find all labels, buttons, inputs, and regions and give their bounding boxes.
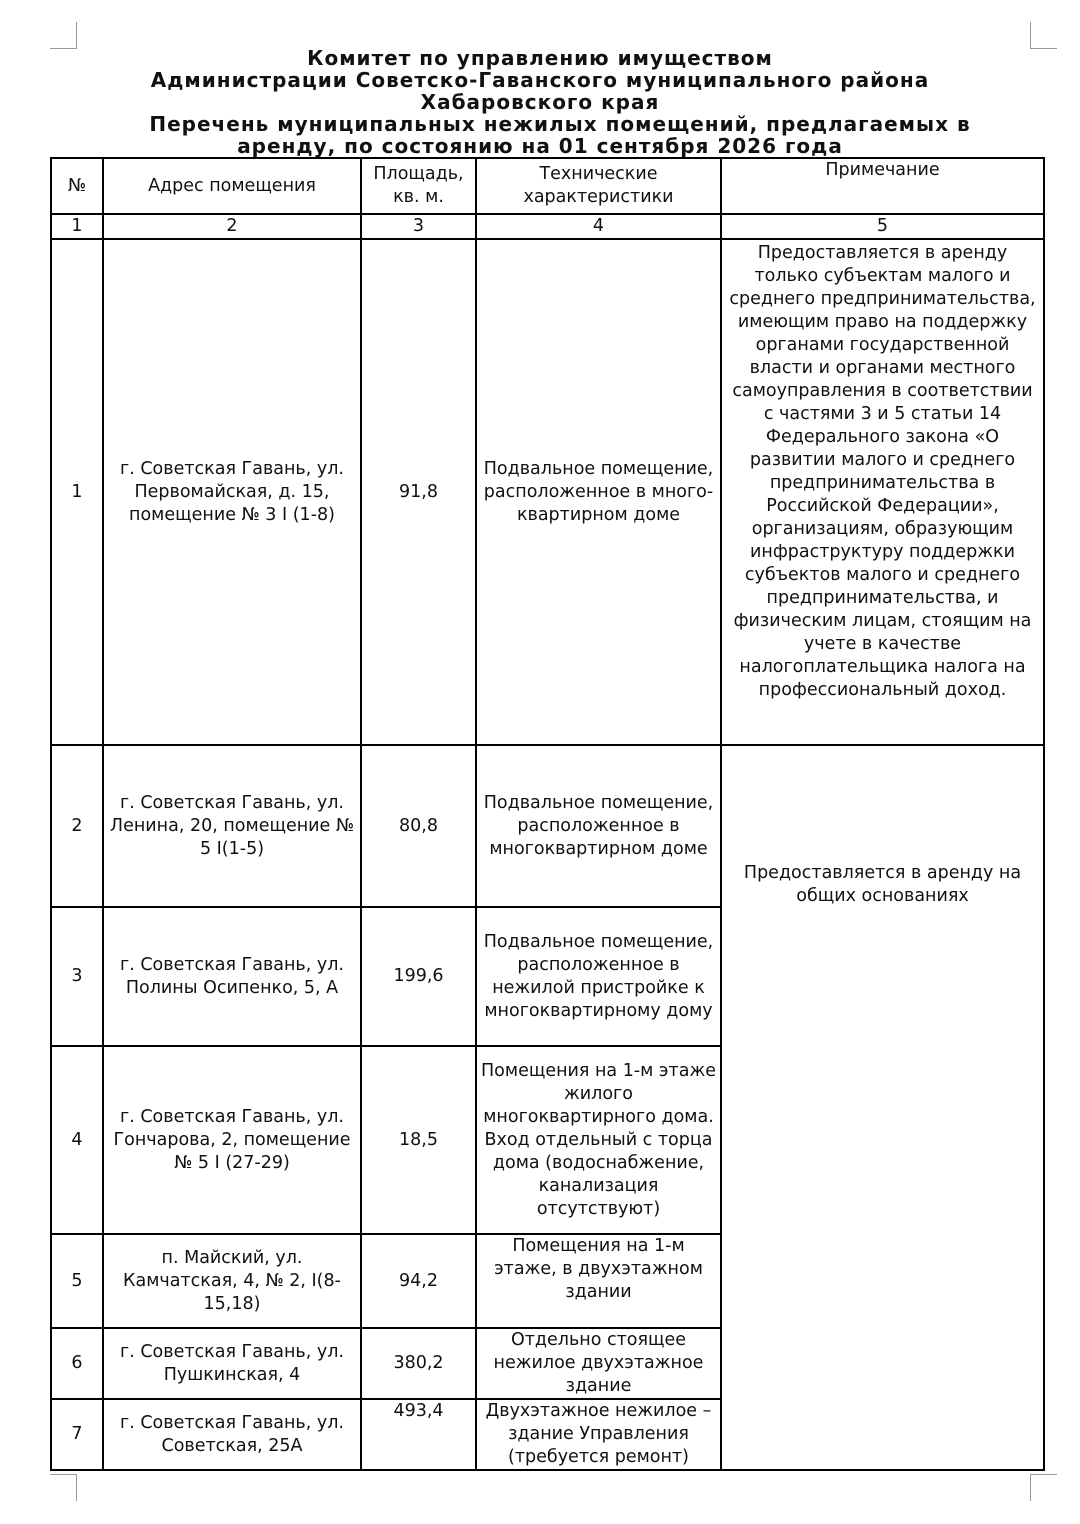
row-tech: Помещения на 1-м этаже жилого многоквартирного дома. Вход отдельный с торца дома (водоснабжение, канализация отсутствуют) [476,1046,721,1234]
col-header-area: Площадь, кв. м. [361,158,476,214]
row-tech: Помещения на 1-м этаже, в двухэтажном здании [476,1234,721,1328]
col-number-5: 5 [721,214,1044,239]
row-number: 1 [51,239,103,745]
header-line-2: Администрации Советско-Гаванского муниципального района [150,68,930,92]
header-line-3: Хабаровского края [420,90,660,114]
header-line-5: аренду, по состоянию на 01 сентября 2026 года [237,134,843,158]
row-address: г. Советская Гавань, ул. Первомайская, д. 15, помещение № 3 I (1-8) [103,239,361,745]
row-address: г. Советская Гавань, ул. Гончарова, 2, помещение № 5 I (27-29) [103,1046,361,1234]
row-area: 380,2 [361,1328,476,1399]
row-address: п. Майский, ул. Камчатская, 4, № 2, I(8-15,18) [103,1234,361,1328]
col-number-2: 2 [103,214,361,239]
col-header-note: Примечание [721,158,1044,214]
row-note: Предоставляется в аренду только субъектам малого и среднего предпринимательства, имеющим право на поддержку органами государственной власти и органами местного самоуправления в соответствии с частями 3 и 5 статьи 14 Федерального закона «О развитии малого и среднего предпринимательства в Российской Федерации», организациям, образующим инфраструктуру поддержки субъектов малого и среднего предпринимательства, и физическим лицам, стоящим на учете в качестве налогоплательщика налога на профессиональный доход. [721,239,1044,745]
table-header-row [51,158,1044,214]
row-area: 94,2 [361,1234,476,1328]
row-tech: Подвальное помещение, расположенное в многоквартирном доме [476,745,721,907]
header-line-1: Комитет по управлению имуществом [307,46,773,70]
shared-note: Предоставляется в аренду на общих основаниях [721,745,1044,1470]
row-number: 2 [51,745,103,907]
col-number-3: 3 [361,214,476,239]
row-number: 7 [51,1399,103,1470]
table-row [51,239,1044,745]
table-row [51,745,1044,907]
crop-mark-top-right [1030,22,1057,49]
col-number-1: 1 [51,214,103,239]
row-tech: Подвальное помещение, расположенное в много-квартирном доме [476,239,721,745]
row-number: 6 [51,1328,103,1399]
row-area: 493,4 [361,1399,476,1470]
col-header-address: Адрес помещения [103,158,361,214]
row-number: 3 [51,907,103,1046]
col-number-4: 4 [476,214,721,239]
row-number: 4 [51,1046,103,1234]
column-number-row [51,214,1044,239]
row-area: 91,8 [361,239,476,745]
col-header-tech: Технические характеристики [476,158,721,214]
premises-table [50,157,1045,1471]
row-tech: Двухэтажное нежилое – здание Управления (требуется ремонт) [476,1399,721,1470]
row-area: 80,8 [361,745,476,907]
row-area: 18,5 [361,1046,476,1234]
crop-mark-top-left [50,22,77,49]
row-tech: Отдельно стоящее нежилое двухэтажное здание [476,1328,721,1399]
crop-mark-bottom-left [50,1474,77,1501]
row-address: г. Советская Гавань, ул. Пушкинская, 4 [103,1328,361,1399]
row-number: 5 [51,1234,103,1328]
row-tech: Подвальное помещение, расположенное в нежилой пристройке к многоквартирному дому [476,907,721,1046]
row-address: г. Советская Гавань, ул. Ленина, 20, помещение № 5 I(1-5) [103,745,361,907]
document-header [0,47,1080,157]
col-header-num: № [51,158,103,214]
row-area: 199,6 [361,907,476,1046]
crop-mark-bottom-right [1030,1474,1057,1501]
row-address: г. Советская Гавань, ул. Полины Осипенко, 5, А [103,907,361,1046]
header-line-4: Перечень муниципальных нежилых помещений, предлагаемых в [149,112,971,136]
row-address: г. Советская Гавань, ул. Советская, 25А [103,1399,361,1470]
